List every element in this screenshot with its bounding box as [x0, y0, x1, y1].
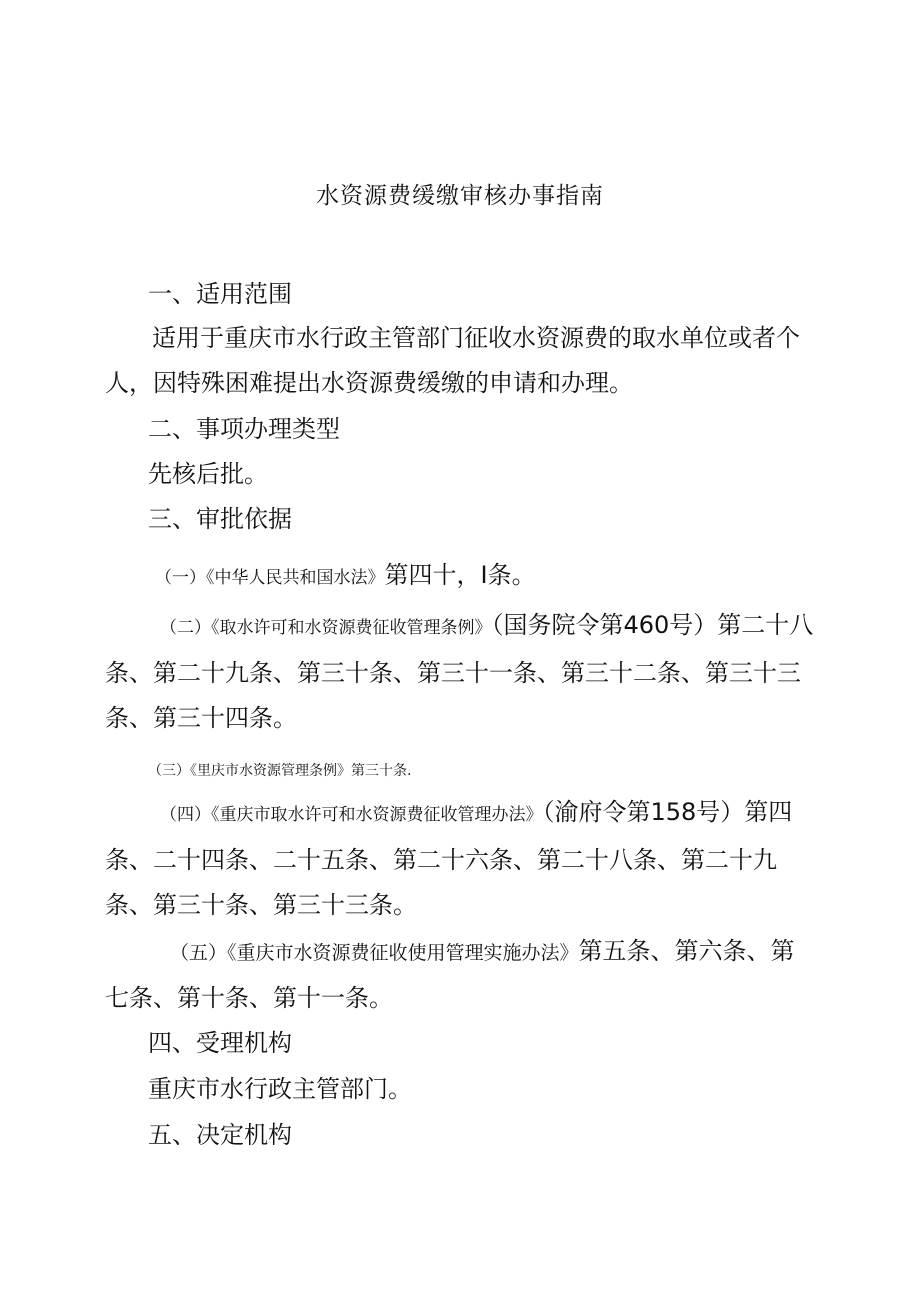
section-heading-accept: 四、受理机构	[148, 1029, 292, 1057]
section-heading-decide: 五、决定机构	[148, 1121, 292, 1149]
basis-item-5-articles: 第五条、第六条、第七条、第十条、第十一条。	[105, 937, 795, 1012]
basis-item-3	[105, 745, 817, 794]
basis-item-2-law: （二）《取水许可和水资源费征收管理条例》	[160, 618, 492, 638]
accept-org-paragraph: 重庆市水行政主管部门。	[148, 1075, 412, 1103]
basis-item-1-law: （一）《中华人民共和国水法》	[155, 568, 385, 588]
basis-item-1	[105, 553, 817, 601]
document-title: 水资源费缓缴审核办事指南	[316, 183, 604, 209]
basis-item-2-articles: （国务院令第460号）第二十八条、第二十九条、第三十条、第三十一条、第三十二条、第三十三条、第三十四条。	[105, 611, 814, 732]
basis-item-1-articles: 第四十，I条。	[384, 561, 536, 589]
section-heading-scope: 一、适用范围	[148, 280, 292, 308]
basis-item-3-law: （三）《里庆市水资源管理条例》第三十条.	[148, 763, 412, 779]
basis-item-4	[105, 790, 817, 928]
basis-item-4-articles: （渝府令第158号）第四条、二十四条、二十五条、第二十六条、第二十八条、第二十九条、第三十条、第三十三条。	[105, 798, 793, 919]
scope-paragraph: 适用于重庆市水行政主管部门征收水资源费的取水单位或者个人，因特殊困难提出水资源费缓缴的申请和办理。	[105, 324, 800, 397]
basis-item-5	[105, 929, 817, 1021]
section-heading-basis: 三、审批依据	[148, 505, 292, 533]
basis-item-5-law: （五）《重庆市水资源费征收使用管理实施办法》	[170, 942, 579, 964]
basis-item-4-law: （四）《重庆市取水许可和水资源费征收管理办法》	[160, 805, 543, 825]
section-heading-type: 二、事项办理类型	[148, 415, 340, 443]
type-paragraph: 先核后批。	[148, 460, 268, 488]
basis-item-2	[105, 603, 817, 741]
